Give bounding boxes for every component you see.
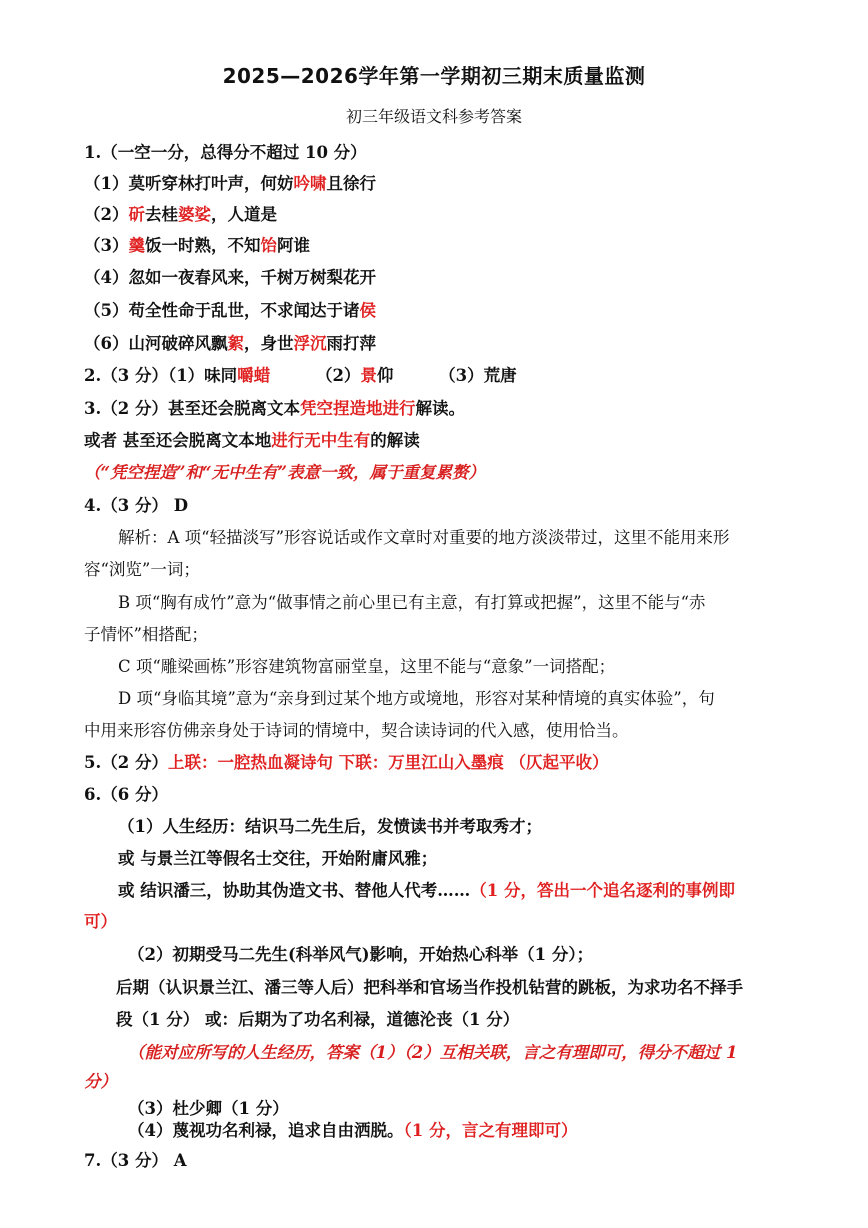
q6-scoring-note: （能对应所写的人生经历，答案（1）（2）互相关联，言之有理即可，得分不超过 1 <box>128 1043 738 1062</box>
page-subtitle: 初三年级语文科参考答案 <box>345 107 522 126</box>
q4-heading: 4.（3 分） D <box>84 496 189 515</box>
q1-item: （1）莫听穿林打叶声，何妨吟啸且徐行 <box>84 174 376 193</box>
q6-scoring-note: 分） <box>84 1072 117 1091</box>
q1-item: （3）羹饭一时熟，不知饴阿谁 <box>84 236 310 255</box>
q1-item: （2）斫去桂婆娑，人道是 <box>84 205 277 224</box>
q1-item: （4）忽如一夜春风来，千树万树梨花开 <box>84 268 376 287</box>
q4-analysis-line: 解析：A 项“轻描淡写”形容说话或作文章时对重要的地方淡淡带过，这里不能用来形 <box>118 528 730 547</box>
q4-analysis-line: 容“浏览”一词； <box>84 560 200 579</box>
q3-note: （“凭空捏造”和“无中生有”表意一致，属于重复累赘） <box>84 463 485 482</box>
q6-line: （3）杜少卿（1 分） <box>128 1099 289 1118</box>
q6-line: （2）初期受马二先生(科举风气)影响，开始热心科举（1 分）； <box>128 945 594 964</box>
q6-line: 段（1 分） 或：后期为了功名利禄，道德沦丧（1 分） <box>116 1010 520 1029</box>
q4-analysis-line: D 项“身临其境”意为“亲身到过某个地方或境地，形容对某种情境的真实体验”，句 <box>118 689 715 708</box>
q1-item: （5）苟全性命于乱世，不求闻达于诸侯 <box>84 301 376 320</box>
q7-answer: 7.（3 分） A <box>84 1151 187 1170</box>
q2-answer: 2.（3 分）（1）味同嚼蜡 （2）景仰 （3）荒唐 <box>84 366 517 385</box>
q6-heading: 6.（6 分） <box>84 785 168 804</box>
q3-answer: 3.（2 分）甚至还会脱离文本凭空捏造地进行解读。 <box>84 399 465 418</box>
q6-line: 可） <box>84 912 117 931</box>
q6-line: （1）人生经历：结识马二先生后，发愤读书并考取秀才； <box>118 817 542 836</box>
q4-analysis-line: 子情怀”相搭配； <box>84 625 208 644</box>
q6-line: 后期（认识景兰江、潘三等人后）把科举和官场当作投机钻营的跳板，为求功名不择手 <box>116 978 743 997</box>
q4-analysis-line: B 项“胸有成竹”意为“做事情之前心里已有主意，有打算或把握”，这里不能与“赤 <box>118 593 706 612</box>
q3-alternative: 或者 甚至还会脱离文本地进行无中生有的解读 <box>84 431 420 450</box>
q5-answer: 5.（2 分）上联：一腔热血凝诗句 下联：万里江山入墨痕 （仄起平收） <box>84 753 609 772</box>
q6-line: （4）蔑视功名利禄，追求自由洒脱。（1 分，言之有理即可） <box>128 1121 578 1140</box>
page-title: 2025—2026学年第一学期初三期末质量监测 <box>222 64 646 88</box>
q4-analysis-line: 中用来形容仿佛亲身处于诗词的情境中，契合读诗词的代入感，使用恰当。 <box>84 721 629 740</box>
q6-line: 或 结识潘三，协助其伪造文书、替他人代考……（1 分，答出一个追名逐利的事例即 <box>118 881 735 900</box>
q1-item: （6）山河破碎风飘絮，身世浮沉雨打萍 <box>84 334 376 353</box>
q6-line: 或 与景兰江等假名士交往，开始附庸风雅； <box>118 849 438 868</box>
q4-analysis-line: C 项“雕梁画栋”形容建筑物富丽堂皇，这里不能与“意象”一词搭配； <box>118 657 616 676</box>
q1-heading: 1.（一空一分，总得分不超过 10 分） <box>84 143 367 162</box>
